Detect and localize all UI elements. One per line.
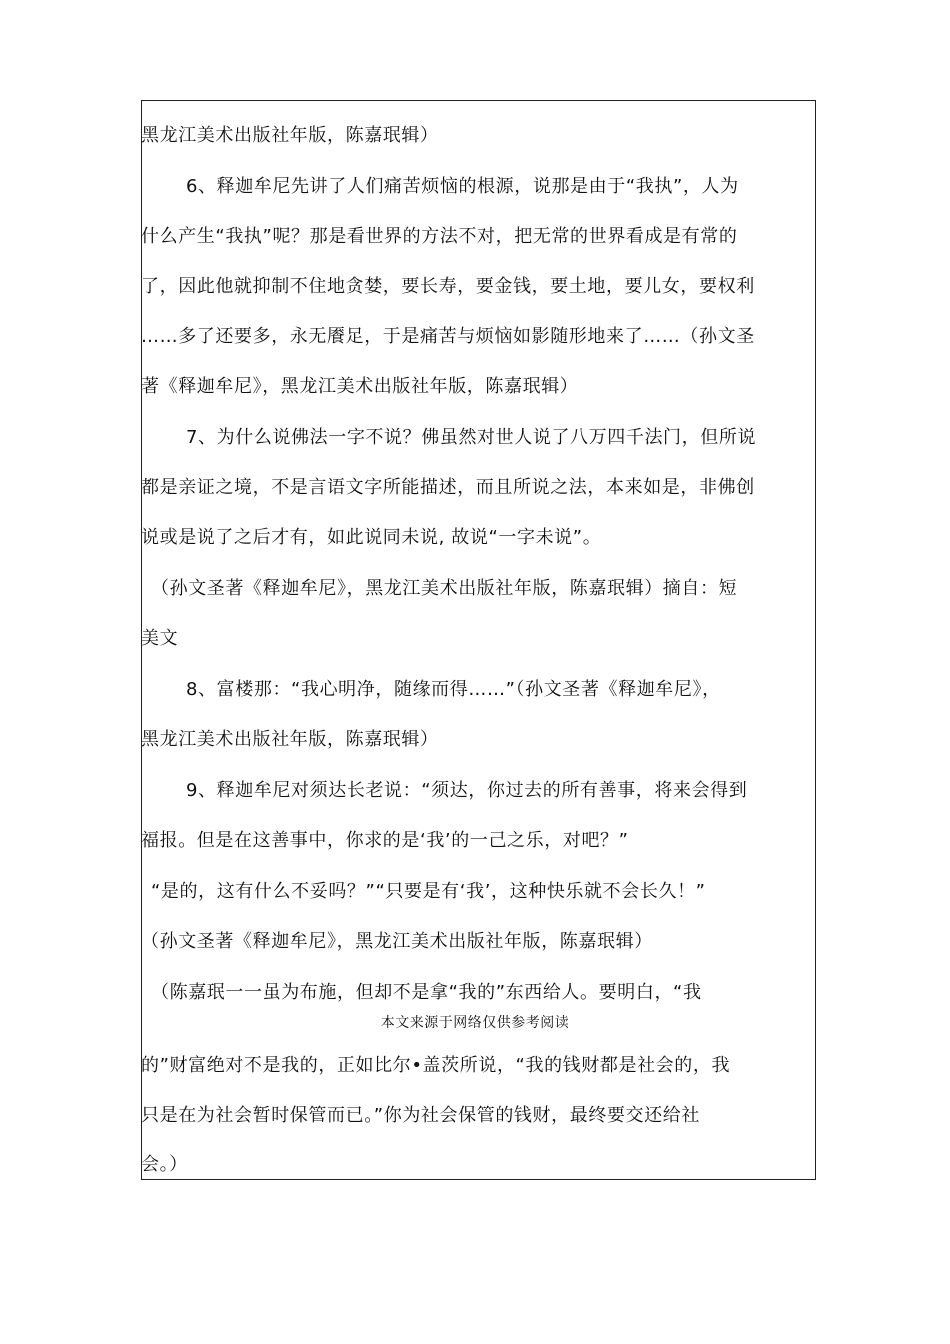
text-line-8: 都是亲证之境，不是言语文字所能描述，而且所说之法，本来如是，非佛创 [141, 477, 755, 498]
text-line-14: 9、释迦牟尼对须达长老说：“须达，你过去的所有善事，将来会得到 [186, 780, 748, 801]
text-line-6: 著《释迦牟尼》，黑龙江美术出版社年版，陈嘉珉辑） [141, 376, 579, 397]
text-line-1: 黑龙江美术出版社年版，陈嘉珉辑） [141, 125, 439, 146]
text-line-21: 会。） [141, 1154, 188, 1175]
text-line-17: （孙文圣著《释迦牟尼》，黑龙江美术出版社年版，陈嘉珉辑） [141, 931, 653, 952]
text-line-16: “是的，这有什么不妥吗？”“只要是有‘我’，这种快乐就不会长久！” [151, 881, 706, 902]
source-note: 本文来源于网络仅供参考阅读 [380, 1015, 570, 1031]
text-line-7: 7、为什么说佛法一字不说？佛虽然对世人说了八万四千法门，但所说 [186, 427, 757, 448]
text-line-20: 只是在为社会暂时保管而已。”你为社会保管的钱财，最终要交还给社 [141, 1105, 700, 1126]
text-line-15: 福报。但是在这善事中，你求的是‘我’的一己之乐，对吧？” [141, 830, 629, 851]
text-line-3: 什么产生“我执”呢？那是看世界的方法不对，把无常的世界看成是有常的 [141, 226, 738, 247]
text-line-12: 8、富楼那：“我心明净，随缘而得……”（孙文圣著《释迦牟尼》， [186, 679, 721, 700]
text-line-19: 的”财富绝对不是我的，正如比尔•盖茨所说，“我的钱财都是社会的，我 [141, 1055, 731, 1076]
text-line-2: 6、释迦牟尼先讲了人们痛苦烦恼的根源，说那是由于“我执”，人为 [186, 176, 739, 197]
text-line-9: 说或是说了之后才有，如此说同未说, 故说“一字未说”。 [141, 527, 602, 548]
text-line-5: ……多了还要多，永无餍足，于是痛苦与烦恼如影随形地来了……（孙文圣 [141, 326, 755, 347]
text-line-10: （孙文圣著《释迦牟尼》，黑龙江美术出版社年版，陈嘉珉辑）摘自：短 [151, 578, 738, 599]
text-line-4: 了，因此他就抑制不住地贪婪，要长寿，要金钱，要土地，要儿女，要权利 [141, 276, 755, 297]
text-line-11: 美文 [141, 628, 179, 649]
text-line-13: 黑龙江美术出版社年版，陈嘉珉辑） [141, 729, 439, 750]
text-line-18: （陈嘉珉一一虽为布施，但却不是拿“我的”东西给人。要明白，“我 [151, 982, 702, 1003]
